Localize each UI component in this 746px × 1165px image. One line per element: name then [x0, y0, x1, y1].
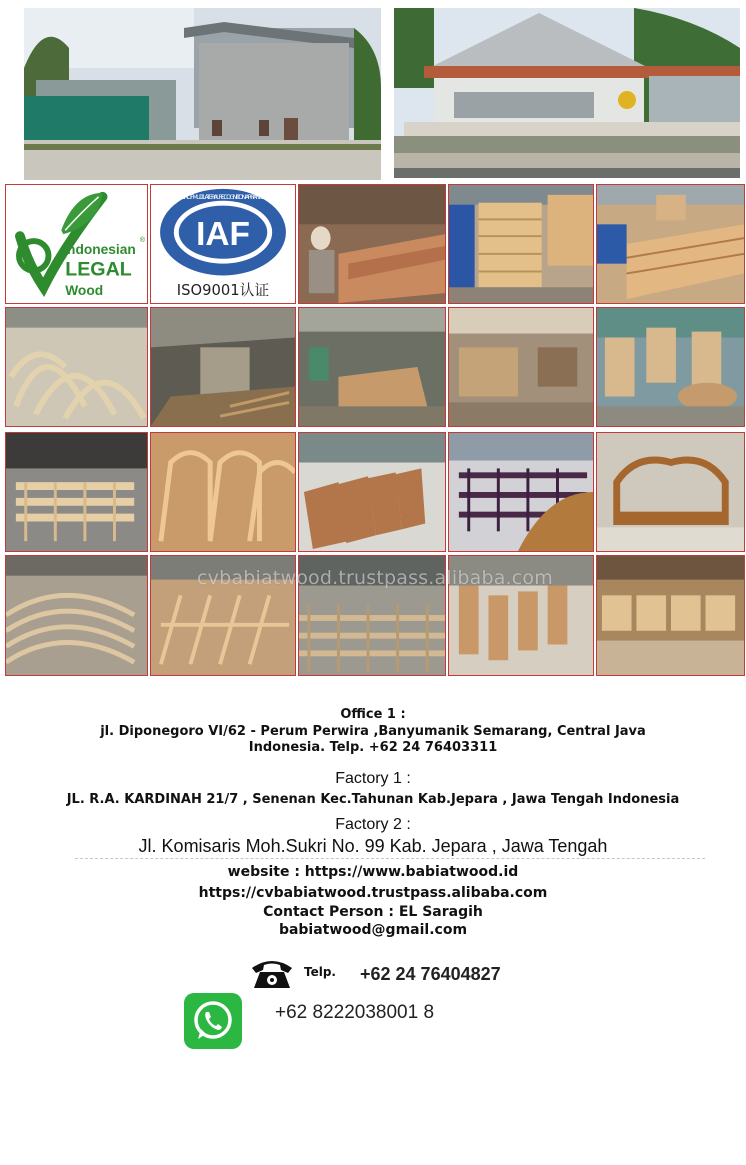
contact-person: Contact Person : EL Saragih — [263, 904, 483, 920]
dark-chairs-warehouse-photo — [448, 432, 594, 552]
iso9001-caption: ISO9001认证 — [176, 282, 270, 300]
stacked-timber-photo-1 — [448, 184, 594, 304]
factory2-heading: Factory 2 : — [335, 816, 411, 833]
divider — [75, 858, 705, 859]
watermark-text: cvbabiatwood.trustpass.alibaba.com — [197, 567, 553, 589]
sawmill-interior-photo-1 — [150, 307, 296, 427]
carved-sofa-frame-photo — [596, 432, 745, 552]
email-link[interactable]: babiatwood@gmail.com — [278, 922, 468, 938]
workshop-machines-photo — [448, 307, 594, 427]
sawmill-interior-photo-2 — [298, 307, 446, 427]
worker-lumber-photo — [298, 184, 446, 304]
legal-wood-line1: Indonesian — [63, 241, 136, 257]
telephone-number[interactable]: +62 24 76404827 — [360, 964, 501, 984]
iaf-logo-text: IAF — [196, 215, 250, 253]
factory1-address: JL. R.A. KARDINAH 21/7 , Senenan Kec.Tahunan Kab.Jepara , Jawa Tengah Indonesia — [66, 792, 680, 807]
iaf-iso9001-logo — [150, 184, 296, 304]
legal-wood-reg-mark: ® — [139, 237, 146, 245]
iaf-ring-text: MEMBER OF MULTILATERAL RECOGNITION ARRANGEMENT — [168, 192, 278, 201]
telephone-icon — [250, 956, 294, 990]
whatsapp-icon[interactable] — [184, 993, 242, 1049]
office-address-line1: jl. Diponegoro VI/62 - Perum Perwira ,Banyumanik Semarang, Central Java — [100, 724, 646, 739]
benches-rows-photo — [596, 555, 745, 676]
indonesian-legal-wood-logo — [5, 184, 148, 304]
telp-label: Telp. — [304, 965, 336, 979]
chair-backs-stack-photo — [5, 555, 148, 676]
website-link[interactable]: website : https://www.babiatwood.id — [227, 864, 519, 880]
rocking-chairs-row-photo — [298, 432, 446, 552]
alibaba-link[interactable]: https://cvbabiatwood.trustpass.alibaba.com — [198, 885, 548, 901]
whatsapp-number[interactable]: +62 8222038001 8 — [275, 1002, 435, 1023]
legal-wood-line3: Wood — [65, 283, 104, 299]
legal-wood-line2: LEGAL — [65, 258, 132, 281]
dining-chairs-rows-photo — [5, 432, 148, 552]
factory-photo-left — [24, 8, 381, 180]
factory1-heading: Factory 1 : — [335, 770, 411, 787]
armchair-frames-photo — [150, 432, 296, 552]
factory2-address: Jl. Komisaris Moh.Sukri No. 99 Kab. Jepara , Jawa Tengah — [138, 836, 608, 856]
office-address-line2: Indonesia. Telp. +62 24 76403311 — [248, 740, 498, 755]
curved-parts-photo — [596, 307, 745, 427]
factory-photo-right — [394, 8, 740, 178]
bent-chair-frames-photo — [5, 307, 148, 427]
photo-grid — [5, 184, 745, 676]
office-heading: Office 1 : — [340, 707, 406, 722]
stacked-timber-photo-2 — [596, 184, 745, 304]
